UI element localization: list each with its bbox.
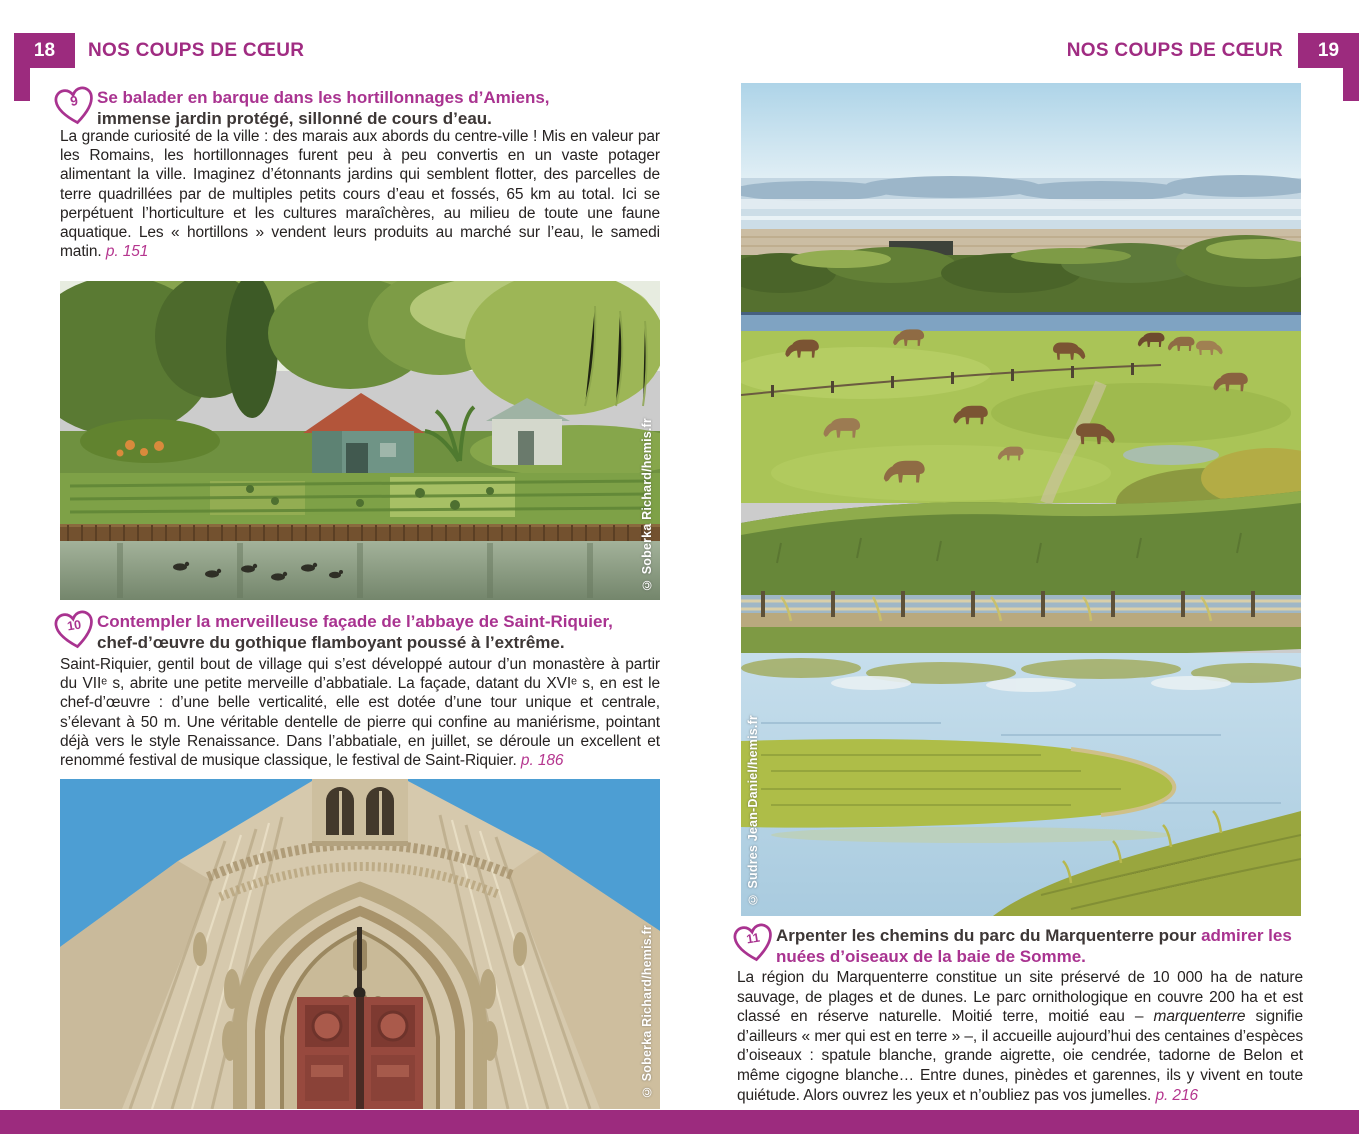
body-text: signifie d’ailleurs « mer qui est en terre » –, il accueille aujourd’hui des centaines d’espèces d’oiseaux : spatule blanche, grande aigrette, oie cendrée, tadorne de Belon et même cigogne blanche… Entre dunes, pinèdes et garennes, ils y vivent en toute quiétude. Alors ouvrez les yeux et n’oubliez pas vos jumelles. <box>737 1008 1303 1104</box>
item-body-10 <box>60 655 660 770</box>
hortillonnages-photo <box>60 281 660 600</box>
item-title-11 <box>776 926 1308 967</box>
running-header-right: NOS COUPS DE CŒUR <box>1066 40 1283 61</box>
heart-icon <box>54 86 96 133</box>
body-text: La région du Marquenterre constitue un site préservé de 10 000 ha de nature sauvage, de plages et de dunes. Le parc ornithologique en couvre 200 ha et est classé en réserve naturelle. Moitié terre, moitié eau – <box>737 969 1303 1026</box>
item-number: 10 <box>66 617 83 634</box>
page-number-right: 19 <box>1298 33 1359 68</box>
page-reference: p. 216 <box>1155 1086 1198 1104</box>
photo-credit: © Soberka Richard/hemis.fr <box>640 417 654 592</box>
item-number: 9 <box>69 92 79 110</box>
page-reference: p. 151 <box>105 243 149 261</box>
item-title-accent: Se balader en barque dans les hortillonnages d’Amiens, <box>97 88 550 107</box>
item-title-10 <box>97 612 657 653</box>
abbey-facade-photo <box>60 779 660 1109</box>
body-text-italic: marquenterre <box>1153 1008 1246 1026</box>
item-body-9 <box>60 127 660 261</box>
body-text: La grande curiosité de la ville : des marais aux abords du centre-ville ! Mis en valeur par les Romains, les hortillonnages furent peu à peu convertis en un vaste potager alimentant la ville. Imaginez d’étonnants jardins qui semblent flotter, des parcelles de terre quadrillées par de multiples petits cours d’eau et fossés, 65 km au total. Ici se perpétuent l’horticulture et les cultures maraîchères, au milieu de toute une faune aquatique. Les « hortillons » vendent leurs produits au marché sur l’eau, le samedi matin. <box>60 128 660 261</box>
item-title-dark: Arpenter les chemins du parc du Marquenterre pour <box>776 926 1202 945</box>
photo-credit: © Sudres Jean-Daniel/hemis.fr <box>746 714 760 906</box>
page-reference: p. 186 <box>520 752 564 770</box>
item-number: 11 <box>745 930 761 947</box>
page-tab-tail-left <box>14 68 30 101</box>
item-title-9 <box>97 88 657 129</box>
bottom-band <box>0 1110 1359 1134</box>
item-title-accent: admirer les nuées d’oiseaux de la baie de Somme. <box>776 926 1292 966</box>
photo-credit: © Soberka Richard/hemis.fr <box>640 924 654 1099</box>
heart-icon <box>733 923 775 970</box>
page-number-left: 18 <box>14 33 75 68</box>
running-header-left: NOS COUPS DE CŒUR <box>88 40 305 61</box>
body-text: Saint-Riquier, gentil bout de village qui s’est développé autour d’un monastère à partir du VIIᵉ s, abrite une petite merveille d’abbatiale. La façade, datant du XVIᵉ s, en est le chef-d’œuvre : d’une belle verticalité, elle est dotée d’une tour unique et centrale, s’élevant à 50 m. Une véritable dentelle de pierre qui confine au maniérisme, pointant déjà vers le style Renaissance. Dans l’abbatiale, en juillet, se déroule un excellent et renommé festival de musique classique, le festival de Saint-Riquier. <box>60 656 660 770</box>
item-body-11 <box>737 968 1303 1105</box>
item-title-dark: chef-d’œuvre du gothique flamboyant poussé à l’extrême. <box>97 632 565 652</box>
page-tab-tail-right <box>1343 68 1359 101</box>
heart-icon <box>54 610 96 657</box>
marquenterre-photo <box>741 83 1301 916</box>
item-title-dark: immense jardin protégé, sillonné de cours d’eau. <box>97 108 492 128</box>
item-title-accent: Contempler la merveilleuse façade de l’abbaye de Saint-Riquier, <box>97 612 613 631</box>
